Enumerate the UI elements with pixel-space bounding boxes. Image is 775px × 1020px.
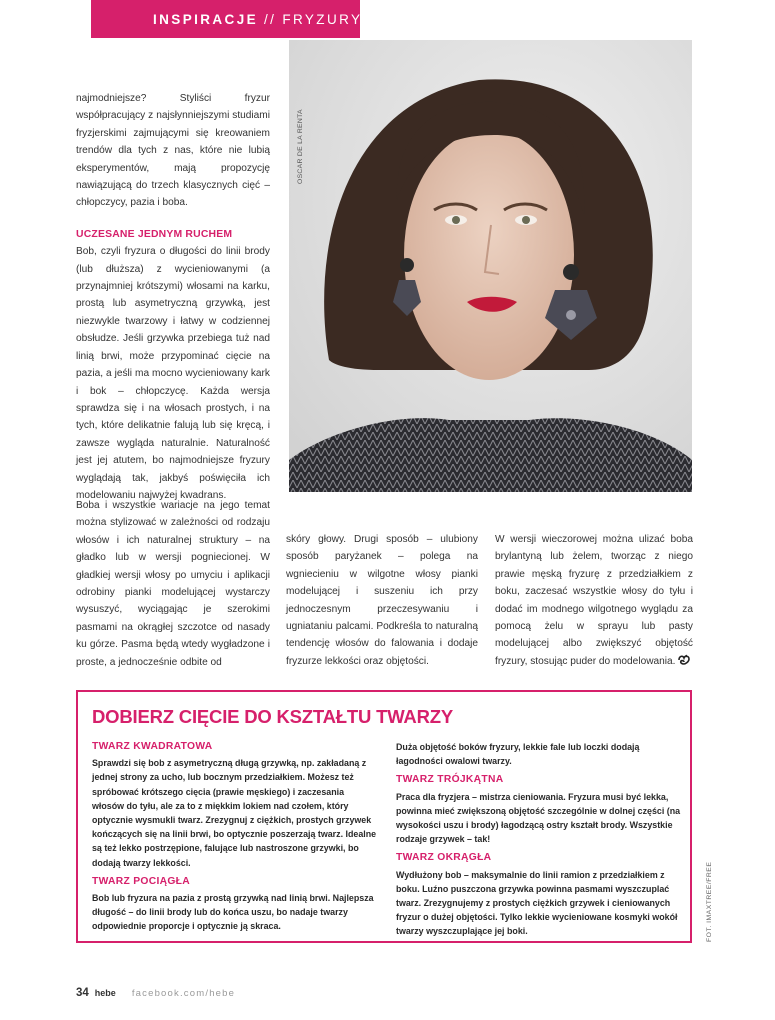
article-paragraph-3: skóry głowy. Drugi sposób – ulubiony sposób paryżanek – polega na wgniecieniu w wilgotne włosy pianki modelującej i suszeniu ich przy jednoczesnym przeczesywaniu i ugniataniu palcami. Podkreśla to naturalną tendencję włosów do falowania i dodaje fryzurze lekkości oraz objętości. <box>286 534 478 667</box>
article-paragraph-2: Boba i wszystkie wariacje na jego temat można stylizować w zależności od rodzaju włosów i ich naturalnej struktury – na gładko lub w wersji pogniecionej. W gładkiej wersji włosy po umyciu i aplikacji odrobiny pianki modelującej wystarczy wysuszyć, wyciągając je szerokimi pasmami na okrągłej szczotce od nasady ku górze. Pasma będą wtedy wygładzone i proste, a jednocześnie odbite od <box>76 500 270 668</box>
footer-facebook-link[interactable]: facebook.com/hebe <box>131 988 236 999</box>
photo-credit-agency: FOT. IMAXTREE/FREE <box>706 861 713 942</box>
box-title: DOBIERZ CIĘCIE DO KSZTAŁTU TWARZY <box>92 706 453 727</box>
subsection-label: FRYZURY <box>282 11 363 27</box>
heading-square-face: TWARZ KWADRATOWA <box>92 741 213 752</box>
article-column-2 <box>286 531 478 670</box>
article-paragraph-1: Bob, czyli fryzura o długości do linii brody (lub dłuższa) z wycieniowanymi (a przynajmniej krótszymi) włosami na karku, prostą lub asymetryczną grzywką, jest niezwykle twarzowy i łatwy w codziennej obsłudze. Jeśli grzywka przebiega tuż nad linią brwi, może przypominać cięcie na pazia, a jeśli ma mocno wycieniowany kark i bok – chłopczycę. Każda wersja sprawdza się i na włosach prostych, i na tych, które delikatnie falują lub się kręcą, i zawsze wygląda naturalnie. Naturalność jest jej atutem, bo najmodniejsze fryzury wyglądają tak, jakbyś poświęciła ich modelowaniu najwyżej kwadrans. <box>76 246 270 501</box>
text-square-face: Sprawdzi się bob z asymetryczną długą grzywką, np. zakładaną z jednej strony za ucho, lub bocznym przedziałkiem. Możesz też spróbować krótszego cięcia (prawie męskiego) i zaczesania włosów do tyłu, ale za to z miękkim lokiem nad czołem, który optycznie wysmukli twarz. Zrezygnuj z ciężkich, prostych grzywek kończących się na linii brwi, bo optycznie poszerzają twarz. Idealne są też lekko postrzępione, falujące lub nastroszone grzywki, bo dodają twarzy lekkości. <box>92 758 377 868</box>
article-column-1-continued <box>76 497 270 671</box>
page-footer <box>76 987 235 999</box>
article-subhead: UCZESANE JEDNYM RUCHEM <box>76 228 233 240</box>
article-paragraph-4 <box>495 531 693 670</box>
heading-long-face: TWARZ POCIĄGŁA <box>92 875 191 887</box>
box-column-left <box>92 740 378 934</box>
model-portrait-illustration <box>289 40 692 492</box>
text-long-face: Bob lub fryzura na pazia z prostą grzywką nad linią brwi. Najlepsza długość – do linii brody lub do końca uszu, bo nadaje twarzy odpowiednie proporcje i optycznie ją skraca. <box>92 893 374 932</box>
article-paragraph-4-text: W wersji wieczorowej można ulizać boba brylantyną lub żelem, tworząc z niego prawie męską fryzurę z przedziałkiem z boku, zaczesać wszystkie włosy do tyłu i dodać im modnego wilgotnego wyglądu za pomocą żelu w sprayu lub pasty modelującej albo zwiększyć objętość fryzury, stosując puder do modelowania. <box>495 534 693 667</box>
page-number: 34 <box>76 987 89 999</box>
heading-triangle-face: TWARZ TRÓJKĄTNA <box>396 774 504 786</box>
article-intro: najmodniejsze? Styliści fryzur współpracujący z najsłynniejszymi studiami fryzjerskimi zajmującymi się kreowaniem trendów dla tych z nas, które nie lubią eksperymentów, mają propozycję nawiązującą do trzech klasycznych cięć – chłopczycy, pazia i boba. <box>76 93 270 209</box>
section-separator: // <box>264 11 277 27</box>
footer-brand: hebe <box>94 988 116 998</box>
section-header <box>91 0 363 38</box>
article-column-3 <box>495 531 693 670</box>
heading-round-face: TWARZ OKRĄGŁA <box>396 852 492 864</box>
text-oval-face: Duża objętość boków fryzury, lekkie fale lub loczki dodają łagodności owalowi twarzy. <box>396 742 640 767</box>
text-triangle-face: Praca dla fryzjera – mistrza cieniowania. Fryzura musi być lekka, powinna mieć zwiększoną objętość szczególnie w dolnej części (na wysokości uszu i brody) łagodzącą ostry kształt brody. Wszystkie rodzaje grzywek – tak! <box>396 791 681 845</box>
model-photo <box>289 40 692 492</box>
end-mark-icon <box>678 654 690 665</box>
article-column-1 <box>76 90 270 504</box>
photo-credit: OSCAR DE LA RENTA <box>297 109 304 184</box>
box-column-right <box>396 740 686 939</box>
section-label: INSPIRACJE <box>153 11 259 27</box>
text-round-face: Wydłużony bob – maksymalnie do linii ramion z przedziałkiem z boku. Luźno puszczona grzywka powinna pasmami wyszczuplać twarz. Zrezygnujemy z prostych ciężkich grzywek i cieniowanych fryzur o dużej objętości. Tylko lekkie wycieniowane kosmyki wokół twarzy wyszczuplające jej boki. <box>396 869 678 937</box>
